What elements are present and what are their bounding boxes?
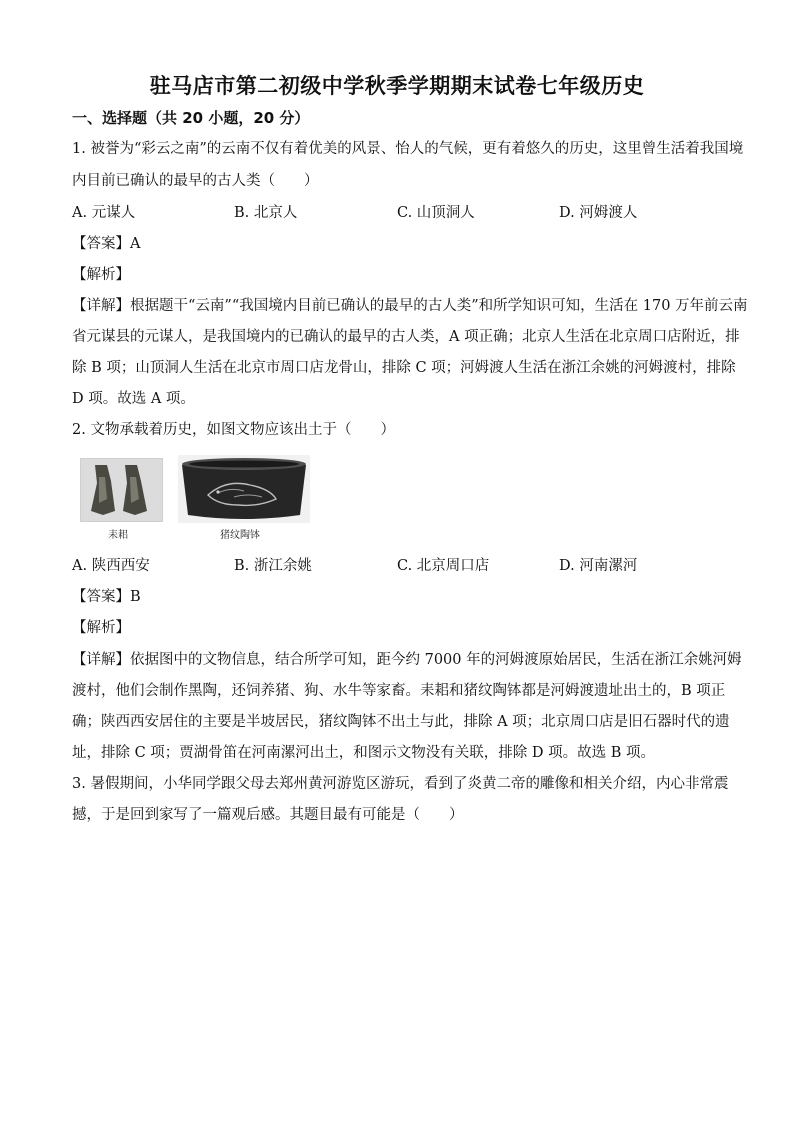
q2-option-c: C. 北京周口店 xyxy=(397,558,490,574)
q2-answer xyxy=(72,587,141,607)
caption-pottery-bowl: 猪纹陶钵 xyxy=(220,530,260,541)
q1-detail-line4: D 项。故选 A 项。 xyxy=(72,391,195,407)
answer-label: 【答案】 xyxy=(72,236,130,252)
q2-detail-line2: 渡村，他们会制作黑陶，还饲养猪、狗、水牛等家畜。耒耜和猪纹陶钵都是河姆渡遗址出土的，B 项正 xyxy=(72,683,726,699)
page-title: 驻马店市第二初级中学秋季学期期末试卷七年级历史 xyxy=(149,74,645,98)
q2-detail-line1: 【详解】依据图中的文物信息，结合所学可知，距今约 7000 年的河姆渡原始居民，生活在浙江余姚河姆 xyxy=(72,652,742,668)
q2-stem-line1: 2. 文物承载着历史，如图文物应该出土于（ ） xyxy=(72,422,395,438)
detail-label: 【详解】 xyxy=(72,298,130,314)
q1-answer xyxy=(72,234,140,254)
q2-detail-line4: 址，排除 C 项；贾湖骨笛在河南漯河出土，和图示文物没有关联，排除 D 项。故选 B 项。 xyxy=(72,745,656,761)
q1-detail-line2: 省元谋县的元谋人，是我国境内的已确认的最早的古人类，A 项正确；北京人生活在北京周口店附近，排 xyxy=(72,329,740,345)
answer-label: 【答案】 xyxy=(72,589,130,605)
q1-option-b: B. 北京人 xyxy=(234,205,298,221)
q3-stem-line1: 3. 暑假期间，小华同学跟父母去郑州黄河游览区游玩，看到了炎黄二帝的雕像和相关介绍，内心非常震 xyxy=(72,776,729,792)
detail-label: 【详解】 xyxy=(72,652,130,668)
q1-option-d: D. 河姆渡人 xyxy=(559,205,638,221)
q1-analysis-label: 【解析】 xyxy=(72,267,130,283)
q2-option-d: D. 河南漯河 xyxy=(559,558,638,574)
q1-option-a: A. 元谋人 xyxy=(72,205,136,221)
answer-value: A xyxy=(130,236,141,252)
section-heading: 一、选择题（共 20 小题，20 分） xyxy=(72,109,310,127)
q1-detail-line3: 除 B 项；山顶洞人生活在北京市周口店龙骨山，排除 C 项；河姆渡人生活在浙江余姚的河姆渡村，排除 xyxy=(72,360,736,376)
caption-leisi: 耒耜 xyxy=(108,530,128,541)
q2-figure xyxy=(80,455,320,545)
q1-option-c: C. 山顶洞人 xyxy=(397,205,475,221)
q3-stem-line2: 撼，于是回到家写了一篇观后感。其题目最有可能是（ ） xyxy=(72,807,464,823)
leisi-artifact-image xyxy=(80,458,163,522)
q1-detail-line1: 【详解】根据题干“云南”“我国境内目前已确认的最早的古人类”和所学知识可知，生活在 170 万年前云南 xyxy=(72,298,748,314)
q1-stem-line1: 1. 被誉为“彩云之南”的云南不仅有着优美的风景、怡人的气候，更有着悠久的历史，这里曾生活着我国境 xyxy=(72,141,744,157)
q2-option-b: B. 浙江余姚 xyxy=(234,558,312,574)
answer-value: B xyxy=(130,589,141,605)
q2-option-a: A. 陕西西安 xyxy=(72,558,150,574)
pig-pattern-pottery-bowl-image xyxy=(178,455,310,523)
q2-analysis-label: 【解析】 xyxy=(72,620,130,636)
q2-detail-line3: 确；陕西西安居住的主要是半坡居民，猪纹陶钵不出土与此，排除 A 项；北京周口店是旧石器时代的遗 xyxy=(72,714,730,730)
q1-stem-line2: 内目前已确认的最早的古人类（ ） xyxy=(72,173,319,189)
